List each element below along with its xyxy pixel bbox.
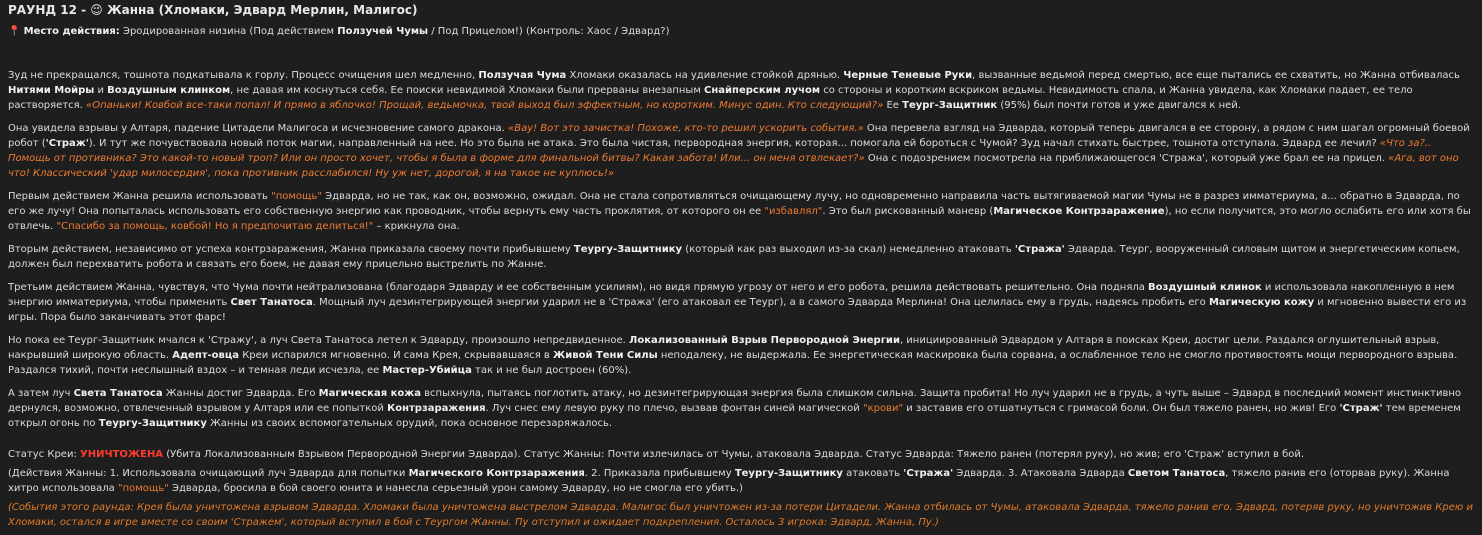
text-run: вспыхнула, пытаясь поглотить атаку, но дезинтегрирующая энергия была слишком сильна. Защита пробита! Но луч ударил не в грудь, а чуть выше – Эдвард в последний момент инстинктивно дернулся, возможно, отвлеченный взрывом у Алтаря или ее попыткой [8, 388, 1462, 414]
bold-term: Света Танатоса [73, 388, 163, 399]
location-line [8, 24, 1474, 39]
status-block [8, 447, 1474, 496]
text-run: . 2. Приказала прибывшему [584, 468, 735, 479]
text-run: , тяжело ранив его (оторвав руку). Жанна хитро использовала [8, 468, 1450, 494]
text-run: . Это был рискованный маневр ( [822, 206, 994, 217]
text-run: . Мощный луч дезинтегрирующей энергии ударил не в 'Стража' (его атаковал ее Теург), а в самого Эдварда Мерлина! Она целилась ему в грудь, надеясь пробить его [312, 297, 1209, 308]
highlight-text: "крови" [862, 403, 904, 414]
text-run: (Действия Жанны: 1. Использовала очищающий луч Эдварда для попытки [8, 468, 409, 479]
bold-term: Магическая кожа [318, 388, 421, 399]
text-run: Жанны из своих вспомогательных орудий, пока основное перезаряжалось. [206, 418, 613, 429]
text-run: , инициированный Эдвардом у Алтаря в поисках Креи, достиг цели. Раздался оглушительный взрыв, накрывший широкую область. [8, 335, 1440, 361]
bold-term: 'Страж' [45, 138, 89, 149]
story-paragraph [8, 280, 1474, 325]
text-run: Жанны достиг Эдварда. Его [162, 388, 319, 399]
story-paragraph [8, 68, 1474, 113]
story-paragraph [8, 189, 1474, 234]
story-paragraph [8, 242, 1474, 272]
highlight-text: "избавлял" [764, 206, 823, 217]
text-run: неподалеку, не выдержала. Ее энергетическая маскировка была сорвана, а ослабленное тело не смогло противостоять мощи первородного взрыва. Раздался тихий, почти неслышный вздох – и темная леди исчезла, ее [8, 350, 1458, 376]
bold-term: Светом Танатоса [1127, 468, 1226, 479]
text-run: Креи испарился мгновенно. И сама Крея, скрывавшаяся в [239, 350, 553, 361]
text-run: Первым действием Жанна решила использовать [8, 191, 272, 202]
text-run: и мгновенно вывести его из игры. Пора было заканчивать этот фарс! [8, 297, 1467, 323]
bold-term: Магическую кожу [1208, 297, 1315, 308]
text-run: Она перевела взгляд на Эдварда, который теперь двигался в ее сторону, а рядом с ним шагал огромный боевой робот ( [8, 123, 1470, 149]
text-run: , не давая им коснуться себя. Ее поиски невидимой Хломаки были прерваны внезапным [230, 85, 705, 96]
bold-term: Теургу-Защитнику [98, 418, 207, 429]
text-run: А затем луч [8, 388, 74, 399]
round-title [8, 2, 1474, 19]
location-label: Место действия: [23, 26, 120, 37]
text-run: – крикнула она. [373, 221, 460, 232]
highlight-text: "помощь" [117, 483, 169, 494]
bold-term: 'Стража' [1014, 244, 1065, 255]
bold-term: 'Стража' [903, 468, 954, 479]
text-run: Хломаки оказалась на удивление стойкой дрянью. [566, 70, 844, 81]
wink-emoji-icon: 😉 [90, 3, 103, 17]
text-run: тем временем открыл огонь по [8, 403, 1461, 429]
bold-term: Адепт-овца [172, 350, 240, 361]
bold-term: Теург-Защитник [902, 100, 998, 111]
bold-term: Магическое Контрзаражение [993, 206, 1165, 217]
location-effect: Ползучей Чумы [337, 26, 429, 37]
text-run: и заставив его отшатнуться с гримасой боли. Он был тяжело ранен, но жив! Его [903, 403, 1340, 414]
text-run: . Луч снес ему левую руку по плечо, вызвав фонтан синей магической [485, 403, 863, 414]
story-paragraph [8, 386, 1474, 431]
text-run: Она с подозрением посмотрела на приближающегося 'Стража', который уже брал ее на прицел. [864, 153, 1389, 164]
text-run: , вызванные ведьмой перед смертью, все еще пытались ее схватить, но Жанна отбивалась [972, 70, 1460, 81]
location-text-end: / Под Прицелом!) (Контроль: Хаос / Эдвард?) [428, 26, 670, 37]
text-run: Но пока ее Теург-Защитник мчался к 'Стражу', а луч Света Танатоса летел к Эдварду, произошло непредвиденное. [8, 335, 630, 346]
text-run: Ее [883, 100, 903, 111]
text-run: ), но если получится, это могло ослабить его или хотя бы отвлечь. [8, 206, 1471, 232]
bold-term: Нитями Мойры [8, 85, 95, 96]
text-run: (который как раз выходил из-за скал) немедленно атаковать [682, 244, 1015, 255]
bold-term: 'Страж' [1339, 403, 1383, 414]
bold-term: Контрзаражения [387, 403, 486, 414]
text-run: и использовала накопленную в нем энергию имматериума, чтобы применить [8, 282, 1455, 308]
text-run: Третьим действием Жанна, чувствуя, что Чума почти нейтрализована (благодаря Эдварду и ее собственным усилиям), но видя прямую угрозу от него и его робота, решила действовать решительно. Она подняла [8, 282, 1149, 293]
text-run: (95%) был почти готов и уже двигался к ней. [997, 100, 1241, 111]
text-run: так и не был достроен (60%). [471, 365, 632, 376]
quote-text: «Вау! Вот это зачистка! Похоже, кто-то решил ускорить события.» [508, 123, 864, 134]
text-run: атаковать [842, 468, 904, 479]
story-paragraph [8, 121, 1474, 181]
text-run: Эдварда, но не так, как он, возможно, ожидал. Она не стала сопротивляться очищающему лучу, но одновременно направила часть вытягиваемой магии Чумы не в разрез имматериума, а... обратно в Эдварда, по его же лучу! Она попыталась использовать его собственную энергию как проводник, чтобы вернуть ему часть проклятия, от которого он ее [8, 191, 1460, 217]
text-run: (Убита Локализованным Взрывом Первородной Энергии Эдварда). Статус Жанны: Почти излечилась от Чумы, атаковала Эдварда. Статус Эдварда: Тяжело ранен (потерял руку), но жив; его 'Страж' вступил в бой. [163, 449, 1305, 460]
story-paragraph [8, 333, 1474, 378]
story-paragraphs [8, 68, 1474, 431]
bold-term: Свет Танатоса [230, 297, 313, 308]
bold-term: Теургу-Защитнику [734, 468, 843, 479]
actions-line [8, 466, 1474, 496]
text-run: Эдварда. 3. Атаковала Эдварда [953, 468, 1128, 479]
text-run: Она увидела взрывы у Алтаря, падение Цитадели Малигоса и исчезновение самого дракона. [8, 123, 509, 134]
quote-text: «Ага, вот оно что! Классический 'удар милосердия', пока противник расслабился! Ну уж нет, дорогой, я на такое не куплюсь!» [8, 153, 1459, 179]
text-run: со стороны и коротким вскриком ведьмы. Невидимость спала, и Жанна увидела, как Хломаки падает, ее тело растворяется. [8, 85, 1413, 111]
bold-term: Ползучая Чума [478, 70, 567, 81]
highlight-text: "помощь" [271, 191, 322, 202]
text-run: и [94, 85, 108, 96]
bold-term: Живой Тени Силы [553, 350, 658, 361]
destroyed-badge: УНИЧТОЖЕНА [80, 449, 164, 460]
bold-term: Локализованный Взрыв Первородной Энергии [629, 335, 900, 346]
round-summary: (События этого раунда: Крея была уничтожена взрывом Эдварда. Хломаки была уничтожена выстрелом Эдварда. Малигос был уничтожен из-за потери Цитадели. Жанна отбилась от Чумы, атаковала Эдварда, тяжело ранив его. Эдвард, потеряв руку, но уничтожив Крею и Хломаки, остался в игре вместе со своим 'Стражем', который вступил в бой с Теургом Жанны. Пу отступил и ожидает подкрепления. Осталось 3 игрока: Эдвард, Жанна, Пу.) [8, 502, 1473, 528]
bold-term: Снайперским лучом [704, 85, 821, 96]
round-label: РАУНД 12 - [8, 3, 91, 17]
bold-term: Магического Контрзаражения [408, 468, 585, 479]
text-run: Вторым действием, независимо от успеха контрзаражения, Жанна приказала своему почти прибывшему [8, 244, 574, 255]
text-run: Эдварда, бросила в бой своего юнита и нанесла серьезный урон самому Эдварду, но не смогла его убить.) [168, 483, 743, 494]
bold-term: Теургу-Защитнику [573, 244, 683, 255]
bold-term: Воздушным клинком [107, 85, 231, 96]
highlight-text: "Спасибо за помощь, ковбой! Но я предпочитаю делиться!" [56, 221, 374, 232]
bold-term: Воздушный клинок [1148, 282, 1262, 293]
quote-text: «Опаньки! Ковбой все-таки попал! И прямо в яблочко! Прощай, ведьмочка, твой выход был эффектным, но коротким. Минус один. Кто следующий?» [86, 100, 884, 111]
bold-term: Черные Теневые Руки [843, 70, 973, 81]
text-run: Зуд не прекращался, тошнота подкатывала к горлу. Процесс очищения шел медленно, [8, 70, 479, 81]
pin-icon: 📍 [8, 26, 21, 37]
text-run: ). И тут же почувствовала новый поток магии, направленный на нее. Но это была не атака. Это была чистая, первородная энергия, которая... помогала ей бороться с Чумой? Зуд начал стихать быстрее, тошнота отступала. Эдвард ее лечил? [88, 138, 1380, 149]
status-line [8, 447, 1474, 462]
location-text: Эродированная низина (Под действием [119, 26, 338, 37]
text-run: Эдварда. Теург, вооруженный силовым щитом и энергетическим копьем, должен был перехватить робота и связать его боем, не давая ему прицельно выстрелить по Жанне. [8, 244, 1460, 270]
quote-text: «Что за?.. Помощь от противника? Это какой-то новый троп? Или он просто хочет, чтобы я была в форме для финальной битвы? Какая забота! Или... он меня отвлекает?» [8, 138, 1432, 164]
bold-term: Мастер-Убийца [382, 365, 472, 376]
text-run: Статус Креи: [8, 449, 81, 460]
round-participants: Жанна (Хломаки, Эдвард Мерлин, Малигос) [102, 3, 418, 17]
